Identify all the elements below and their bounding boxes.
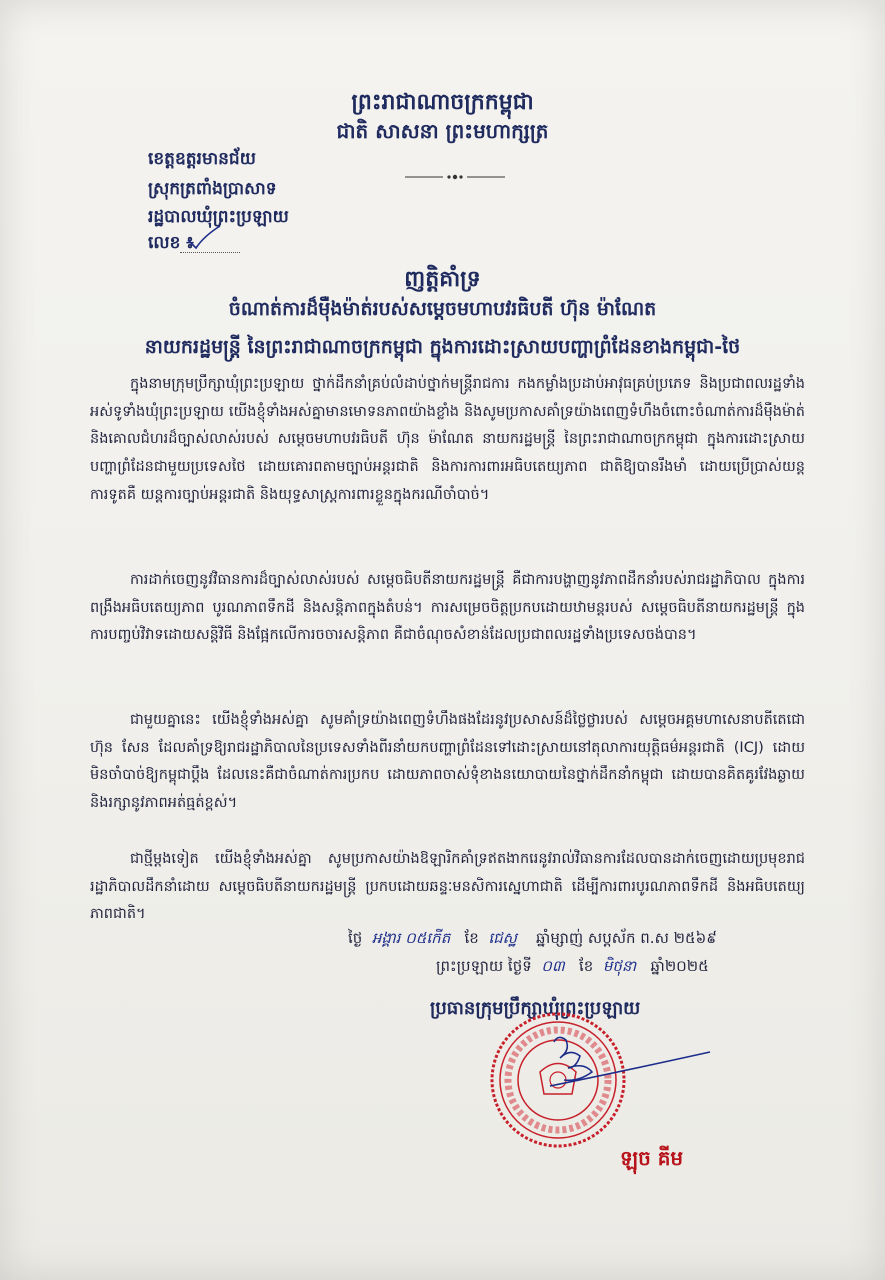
document-title: ញត្តិគាំទ្រ (404, 267, 481, 292)
solar-month-value: មិថុនា (602, 957, 637, 975)
handwritten-signature-icon (540, 1028, 720, 1098)
signer-title: ប្រធានក្រុមប្រឹក្សាឃុំព្រះប្រឡាយ (430, 998, 641, 1019)
kingdom-heading: ព្រះរាជាណាចក្រកម្ពុជា (351, 90, 534, 115)
reference-number-line (180, 252, 240, 253)
sender-commune: រដ្ឋបាលឃុំព្រះប្រឡាយ (148, 207, 289, 227)
paragraph-3: ជាមួយគ្នានេះ យើងខ្ញុំទាំងអស់គ្នា សូមគាំទ្រយ៉ាងពេញទំហឹងផងដែរនូវប្រសាសន៍ដ៏ថ្លៃថ្លារបស់ សម្តេចអគ្គមហាសេនាបតីតេជោ ហ៊ុន សែន ដែលគាំទ្រឱ្យរាជរដ្ឋាភិបាលនៃប្រទេសទាំងពីរនាំយកបញ្ហាព្រំដែនទៅដោះស្រាយនៅតុលាការយុត្តិធម៌អន្តរជាតិ (ICJ) ដោយមិនចាំបាច់ឱ្យកម្ពុជាប្តឹង ដែលនេះគឺជាចំណាត់ការប្រកប ដោយភាពចាស់ទុំខាងនយោបាយនៃថ្នាក់ដឹកនាំកម្ពុជា ដោយបានគិតគូរវែងឆ្ងាយ និងរក្សានូវភាពអត់ធ្មត់ខ្ពស់។ (90, 712, 805, 812)
solar-month-label: ខែ (579, 957, 594, 975)
lunar-day-label: ថ្ងៃ (348, 929, 363, 947)
solar-day-value: ០៣ (541, 957, 565, 975)
checkmark-icon (186, 224, 222, 250)
paragraph-4: ជាថ្មីម្តងទៀត យើងខ្ញុំទាំងអស់គ្នា សូមប្រកាសយ៉ាងឱឡារិកគាំទ្រឥតងាករេនូវរាល់វិធានការដែលបានដាក់ចេញដោយប្រមុខរាជរដ្ឋាភិបាលដឹកនាំដោយ សម្តេចធិបតីនាយករដ្ឋមន្ត្រី ប្រកបដោយឆន្ទៈមនសិការស្នេហាជាតិ ដើម្បីការពារបូរណភាពទឹកដី និងអធិបតេយ្យភាពជាតិ។ (90, 851, 805, 923)
signer-name: ឡុច គីម (620, 1146, 684, 1170)
lunar-month-value: ជេស្ឋ (488, 929, 517, 947)
solar-date-line (436, 957, 709, 979)
place-day-label: ព្រះប្រឡាយ ថ្ងៃទី (436, 957, 532, 975)
national-motto: ជាតិ សាសនា ព្រះមហាក្សត្រ (336, 119, 549, 143)
subtitle-line-2: នាយករដ្ឋមន្ត្រី នៃព្រះរាជាណាចក្រកម្ពុជា ក្នុងការដោះស្រាយបញ្ហាព្រំដែនខាងកម្ពុជា-ថៃ (144, 336, 741, 358)
lunar-date-line (348, 929, 717, 951)
ornament-divider-icon (405, 172, 505, 182)
lunar-day-value: អង្គារ ០៥កើត (371, 929, 451, 947)
solar-year: ឆ្នាំ២០២៥ (650, 957, 709, 975)
paragraph-2: ការដាក់ចេញនូវវិធានការដ៏ច្បាស់លាស់របស់ សម្តេចធិបតីនាយករដ្ឋមន្ត្រី គឺជាការបង្ហាញនូវភាពដឹកនាំរបស់រាជរដ្ឋាភិបាល ក្នុងការពង្រឹងអធិបតេយ្យភាព បូរណភាពទឹកដី និងសន្តិភាពក្នុងតំបន់។ ការសម្រេចចិត្តប្រកបដោយឋាមន្តរបស់ សម្តេចធិបតីនាយករដ្ឋមន្ត្រី ក្នុងការបញ្ចប់វិវាទដោយសន្តិវិធី និងផ្អែកលើការចចារសន្តិភាព គឺជាចំណុចសំខាន់ដែលប្រជាពលរដ្ឋទាំងប្រទេសចង់បាន។ (90, 572, 805, 644)
sender-district: ស្រុកត្រពាំងប្រាសាទ (148, 179, 277, 199)
lunar-month-label: ខែ (464, 929, 479, 947)
lunar-year: ឆ្នាំម្សាញ់ សប្តស័ក ព.ស ២៥៦៩ (536, 929, 717, 947)
reference-number-label: លេខ ៖ (148, 233, 194, 253)
paragraph-1: ក្នុងនាមក្រុមប្រឹក្សាឃុំព្រះប្រឡាយ ថ្នាក់ដឹកនាំគ្រប់លំដាប់ថ្នាក់មន្ត្រីរាជការ កងកម្លាំងប្រដាប់អាវុធគ្រប់ប្រភេទ និងប្រជាពលរដ្ឋទាំងអស់ទូទាំងឃុំព្រះប្រឡាយ យើងខ្ញុំទាំងអស់គ្នាមានមោទនភាពយ៉ាងខ្លាំង និងសូមប្រកាសគាំទ្រយ៉ាងពេញទំហឹងចំពោះចំណាត់ការដ៏ម៉ឺងម៉ាត់ និងគោលជំហរដ៏ច្បាស់លាស់របស់ សម្តេចមហាបវរធិបតី ហ៊ុន ម៉ាណែត នាយករដ្ឋមន្ត្រី នៃព្រះរាជាណាចក្រកម្ពុជា ក្នុងការដោះស្រាយបញ្ហាព្រំដែនជាមួយប្រទេសថៃ ដោយគោរពតាមច្បាប់អន្តរជាតិ និងការការពារអធិបតេយ្យភាព ជាតិឱ្យបានរឹងមាំ ដោយប្រើប្រាស់យន្តការទូតគឺ យន្តការច្បាប់អន្តរជាតិ និងយុទ្ធសាស្ត្រការពារខ្លួនក្នុងករណីចាំបាច់។ (90, 376, 805, 503)
sender-province: ខេត្តឧត្តរមានជ័យ (148, 149, 256, 169)
subtitle-line-1: ចំណាត់ការដ៏ម៉ឺងម៉ាត់របស់សម្តេចមហាបវរធិបតី ហ៊ុន ម៉ាណែត (228, 298, 657, 320)
